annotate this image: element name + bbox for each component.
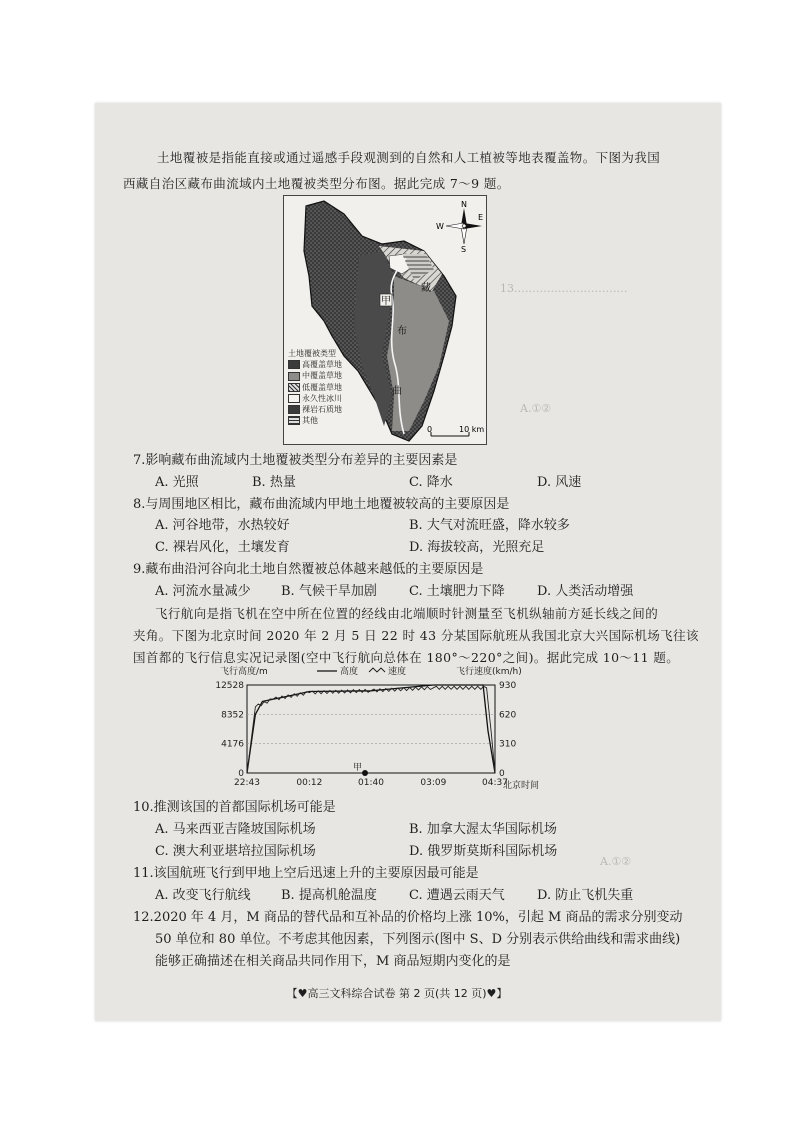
x-tick-label: 01:40 [358,778,384,788]
scale-bar [427,425,484,436]
legend-speed: 速度 [388,667,407,677]
legend-item: 中覆盖草地 [302,371,342,381]
q11-option-b[interactable]: B. 提高机舱温度 [281,888,377,903]
legend-item: 低覆盖草地 [302,382,342,392]
question-7: 7.影响藏布曲流域内土地覆被类型分布差异的主要因素是 [133,453,458,468]
legend-height: 高度 [340,667,359,677]
left-tick-label: 8352 [221,710,244,721]
q11-option-c[interactable]: C. 遭遇云雨天气 [409,888,505,903]
marker-jia-label: 甲 [353,763,363,773]
legend-swatch [288,360,300,369]
q7-option-a[interactable]: A. 光照 [155,475,199,490]
right-tick-label: 930 [499,681,517,691]
q9-option-d[interactable]: D. 人类活动增强 [537,584,634,599]
question-12-line-2: 50 单位和 80 单位。不考虑其他因素，下列图示(图中 S、D 分别表示供给曲线和需求曲线) [155,932,681,947]
chart-grid [247,714,495,743]
scale-zero: 0 [427,425,433,434]
q8-option-d[interactable]: D. 海拔较高，光照充足 [409,540,545,555]
marker-jia-point [362,770,368,776]
flight-chart [215,665,560,791]
legend-item: 裸岩石质地 [302,405,342,415]
compass-n: N [461,200,467,209]
intro-text-2: 西藏自治区藏布曲流域内土地覆被类型分布图。据此完成 7～9 题。 [123,176,510,191]
x-tick-label: 22:43 [234,778,260,788]
q8-option-a[interactable]: A. 河谷地带，水热较好 [155,518,290,533]
q7-option-d[interactable]: D. 风速 [537,475,582,490]
legend-item: 高覆盖草地 [302,360,342,370]
bleed-through-text: 13.………………………… [500,282,628,295]
q7-option-c[interactable]: C. 降水 [409,475,453,490]
question-8: 8.与周围地区相比，藏布曲流域内甲地土地覆被较高的主要原因是 [133,497,510,512]
bleed-through-text: A.①② [520,402,552,415]
left-tick-label: 12528 [215,681,244,691]
series-line-speed [247,686,495,773]
right-tick-label: 0 [499,769,505,779]
chart-ylabel-left: 飞行高度/m [220,667,268,677]
bleed-through-text: A.①② [600,855,632,868]
q10-option-d[interactable]: D. 俄罗斯莫斯科国际机场 [409,844,558,859]
x-tick-label: 00:12 [296,778,323,788]
legend-swatch [288,383,300,392]
question-11: 11.该国航班飞行到甲地上空后迅速上升的主要原因最可能是 [133,866,479,881]
right-tick-label: 310 [499,739,517,750]
compass-e: E [478,213,484,222]
legend-swatch [288,416,300,425]
intro2-text-2: 夹角。下图为北京时间 2020 年 2 月 5 日 22 时 43 分某国际航班从我国北京大兴国际机场飞往该 [133,628,699,643]
intro2-text-3: 国首都的飞行信息实况记录图(空中飞行航向总体在 180°～220°之间)。据此完成 10～11 题。 [133,650,680,665]
q7-option-b[interactable]: B. 热量 [252,475,296,490]
left-tick-label: 0 [238,769,244,779]
q9-option-a[interactable]: A. 河流水量减少 [155,584,251,599]
q9-option-c[interactable]: C. 土壤肥力下降 [409,584,505,599]
map-legend [288,348,342,426]
legend-swatch [288,394,300,403]
intro2-text-1: 飞行航向是指飞机在空中所在位置的经线由北端顺时针测量至飞机纵轴前方延长线之间的 [155,606,659,621]
question-12-line-3: 能够正确描述在相关商品共同作用下，M 商品短期内变化的是 [155,954,511,969]
label-jia: 甲 [381,296,391,307]
q9-option-b[interactable]: B. 气候干旱加剧 [281,584,377,599]
q10-option-b[interactable]: B. 加拿大渥太华国际机场 [409,822,557,837]
legend-item: 永久性冰川 [302,393,342,403]
scale-ten: 10 km [459,425,485,434]
q8-option-b[interactable]: B. 大气对流旺盛，降水较多 [409,518,570,533]
x-tick-label: 03:09 [420,778,447,788]
compass-w: W [436,222,444,231]
chart-ylabel-right: 飞行速度(km/h) [456,667,522,677]
legend-title: 土地覆被类型 [288,349,336,358]
question-10: 10.推测该国的首都国际机场可能是 [133,800,336,815]
q8-option-c[interactable]: C. 裸岩风化，土壤发育 [155,540,290,555]
compass-rose-icon [436,200,483,254]
right-tick-label: 620 [499,710,517,721]
label-bu: 布 [397,326,407,337]
question-9: 9.藏布曲沿河谷向北土地自然覆被总体越来越低的主要原因是 [133,562,484,577]
left-tick-label: 4176 [221,739,244,750]
q10-option-c[interactable]: C. 澳大利亚堪培拉国际机场 [155,844,316,859]
compass-s: S [461,245,467,254]
legend-swatch [288,372,300,381]
question-12-line-1: 12.2020 年 4 月，M 商品的替代品和互补品的价格均上涨 10%，引起 M 商品的需求分别变动 [133,910,683,925]
q11-option-d[interactable]: D. 防止飞机失重 [537,888,634,903]
intro-text-1: 土地覆被是指能直接或通过遥感手段观测到的自然和人工植被等地表覆盖物。下图为我国 [157,150,661,165]
page-footer: 【♥高三文科综合试卷 第 2 页(共 12 页)♥】 [286,987,508,1000]
legend-item: 其他 [302,416,318,426]
chart-xlabel: 北京时间 [503,781,540,791]
label-qu: 曲 [392,386,402,397]
q10-option-a[interactable]: A. 马来西亚吉隆坡国际机场 [155,822,316,837]
label-zang: 藏 [421,283,431,294]
chart-legend [317,665,406,677]
legend-swatch [288,405,300,414]
q11-option-a[interactable]: A. 改变飞行航线 [155,888,251,903]
x-tick-label: 04:37 [482,778,508,788]
land-cover-map [283,195,487,445]
